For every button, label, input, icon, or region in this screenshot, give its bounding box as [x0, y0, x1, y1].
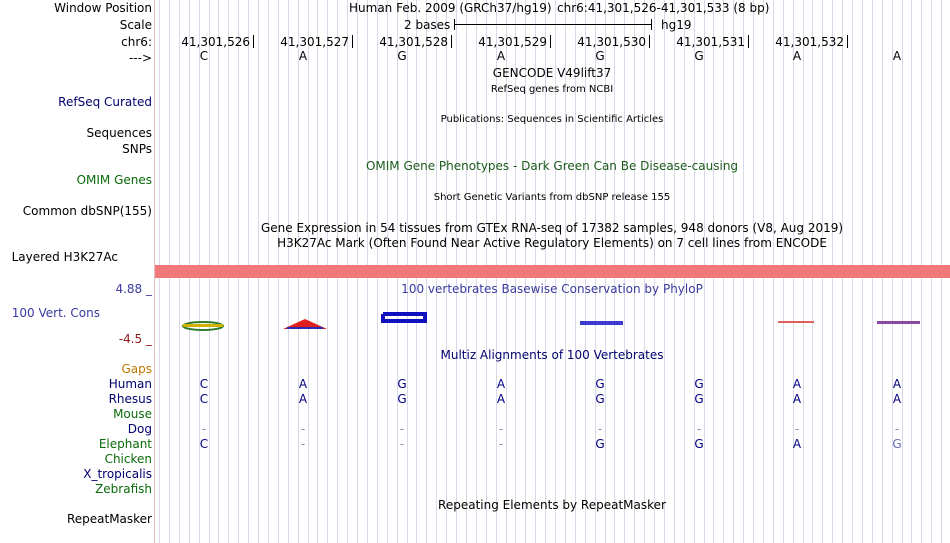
- aligned-base: G: [595, 392, 605, 406]
- omim-track-title[interactable]: OMIM Gene Phenotypes - Dark Green Can Be Disease-causing: [365, 159, 739, 173]
- scale-bar-left-cap: [454, 19, 455, 30]
- h3k27ac-track-title[interactable]: H3K27Ac Mark (Often Found Near Active Regulatory Elements) on 7 cell lines from ENCODE: [277, 236, 827, 250]
- ruler-label: 41,301,526: [181, 35, 250, 49]
- logo-a2: [778, 321, 814, 323]
- aligned-base: G: [694, 437, 704, 451]
- aligned-base: -: [300, 422, 306, 436]
- phylop-min-label: -4.5 _: [118, 332, 152, 346]
- aligned-base: -: [794, 422, 800, 436]
- aligned-base: G: [694, 377, 704, 391]
- aligned-base: -: [399, 437, 405, 451]
- repeatmasker-track-title[interactable]: Repeating Elements by RepeatMasker: [438, 498, 666, 512]
- window-position-label: Window Position: [54, 1, 152, 15]
- reference-base: G: [595, 49, 605, 63]
- conservation-logo: [155, 300, 950, 340]
- reference-base: A: [298, 49, 308, 63]
- repeatmasker-track-label[interactable]: RepeatMasker: [66, 512, 152, 526]
- aligned-base: A: [792, 437, 802, 451]
- reference-base: A: [892, 49, 902, 63]
- aligned-base: -: [696, 422, 702, 436]
- gencode-track-title[interactable]: GENCODE V49lift37: [492, 66, 612, 80]
- logo-a3: [877, 321, 920, 324]
- dbsnp-track-label[interactable]: Common dbSNP(155): [22, 204, 152, 218]
- refseq-track-title[interactable]: RefSeq genes from NCBI: [490, 84, 614, 95]
- snps-track-label[interactable]: SNPs: [122, 142, 152, 156]
- aligned-base: -: [597, 422, 603, 436]
- aligned-base: -: [201, 422, 207, 436]
- species-label-dog[interactable]: Dog: [127, 422, 152, 436]
- aligned-base: G: [892, 437, 902, 451]
- species-label-rhesus[interactable]: Rhesus: [108, 392, 152, 406]
- chrom-label: chr6:: [121, 35, 152, 49]
- reference-base: A: [792, 49, 802, 63]
- aligned-base: -: [498, 422, 504, 436]
- aligned-base: G: [694, 392, 704, 406]
- reference-base: G: [397, 49, 407, 63]
- dbsnp-track-title[interactable]: Short Genetic Variants from dbSNP release 155: [433, 192, 671, 203]
- h3k27ac-track-label[interactable]: Layered H3K27Ac: [11, 250, 118, 264]
- ruler-tick: [550, 35, 551, 48]
- aligned-base: G: [397, 377, 407, 391]
- gtex-track-title[interactable]: Gene Expression in 54 tissues from GTEx RNA-seq of 17382 samples, 948 donors (V8, Aug 2019): [260, 221, 844, 235]
- scale-label: Scale: [119, 18, 152, 32]
- aligned-base: -: [399, 422, 405, 436]
- reference-base: A: [496, 49, 506, 63]
- aligned-base: -: [300, 437, 306, 451]
- aligned-base: C: [199, 377, 209, 391]
- species-label-zebrafish[interactable]: Zebrafish: [95, 482, 152, 496]
- ruler-tick: [451, 35, 452, 48]
- ruler-tick: [352, 35, 353, 48]
- aligned-base: A: [892, 377, 902, 391]
- strand-arrow-label[interactable]: --->: [128, 51, 152, 65]
- ruler-label: 41,301,531: [676, 35, 745, 49]
- scale-bar: [454, 24, 652, 25]
- aligned-base: C: [199, 437, 209, 451]
- assembly-text: Human Feb. 2009 (GRCh37/hg19): [349, 1, 552, 15]
- pubs-track-title[interactable]: Publications: Sequences in Scientific Articles: [440, 114, 664, 125]
- aligned-base: A: [892, 392, 902, 406]
- aligned-base: -: [498, 437, 504, 451]
- ruler-label: 41,301,527: [280, 35, 349, 49]
- logo-g: [383, 314, 425, 321]
- aligned-base: A: [298, 377, 308, 391]
- ruler-tick: [847, 35, 848, 48]
- aligned-base: G: [595, 377, 605, 391]
- reference-base: G: [694, 49, 704, 63]
- position-text: chr6:41,301,526-41,301,533 (8 bp): [557, 1, 770, 15]
- aligned-base: A: [792, 392, 802, 406]
- assembly-db-text: hg19: [661, 18, 692, 32]
- phylop-max-label: 4.88 _: [115, 282, 152, 296]
- aligned-base: A: [792, 377, 802, 391]
- ruler-label: 41,301,528: [379, 35, 448, 49]
- scale-bar-right-cap: [651, 19, 652, 30]
- ruler-label: 41,301,532: [775, 35, 844, 49]
- aligned-base: A: [496, 392, 506, 406]
- aligned-base: A: [298, 392, 308, 406]
- sequences-track-label[interactable]: Sequences: [86, 126, 152, 140]
- aligned-base: G: [397, 392, 407, 406]
- species-label-elephant[interactable]: Elephant: [98, 437, 152, 451]
- ruler-tick: [649, 35, 650, 48]
- aligned-base: C: [199, 392, 209, 406]
- omim-track-label[interactable]: OMIM Genes: [76, 173, 152, 187]
- logo-a: [283, 319, 327, 329]
- phylop-track-title[interactable]: 100 vertebrates Basewise Conservation by PhyloP: [401, 282, 703, 296]
- logo-c: [183, 322, 223, 330]
- multiz-track-title[interactable]: Multiz Alignments of 100 Vertebrates: [440, 348, 664, 362]
- aligned-base: -: [894, 422, 900, 436]
- aligned-base: G: [595, 437, 605, 451]
- scale-bar-text: 2 bases: [404, 18, 451, 32]
- ruler-label: 41,301,530: [577, 35, 646, 49]
- ruler-tick: [748, 35, 749, 48]
- refseq-track-label[interactable]: RefSeq Curated: [58, 95, 152, 109]
- aligned-base: A: [496, 377, 506, 391]
- h3k27ac-signal-bar[interactable]: [155, 265, 950, 278]
- ruler-tick: [253, 35, 254, 48]
- cons-track-label[interactable]: 100 Vert. Cons: [11, 306, 100, 320]
- species-label-chicken[interactable]: Chicken: [104, 452, 152, 466]
- species-label-x_tropicalis[interactable]: X_tropicalis: [83, 467, 152, 481]
- species-label-mouse[interactable]: Mouse: [113, 407, 152, 421]
- ruler-label: 41,301,529: [478, 35, 547, 49]
- species-label-human[interactable]: Human: [108, 377, 152, 391]
- logo-g2: [580, 321, 623, 325]
- reference-base: C: [199, 49, 209, 63]
- gaps-label: Gaps: [121, 362, 152, 376]
